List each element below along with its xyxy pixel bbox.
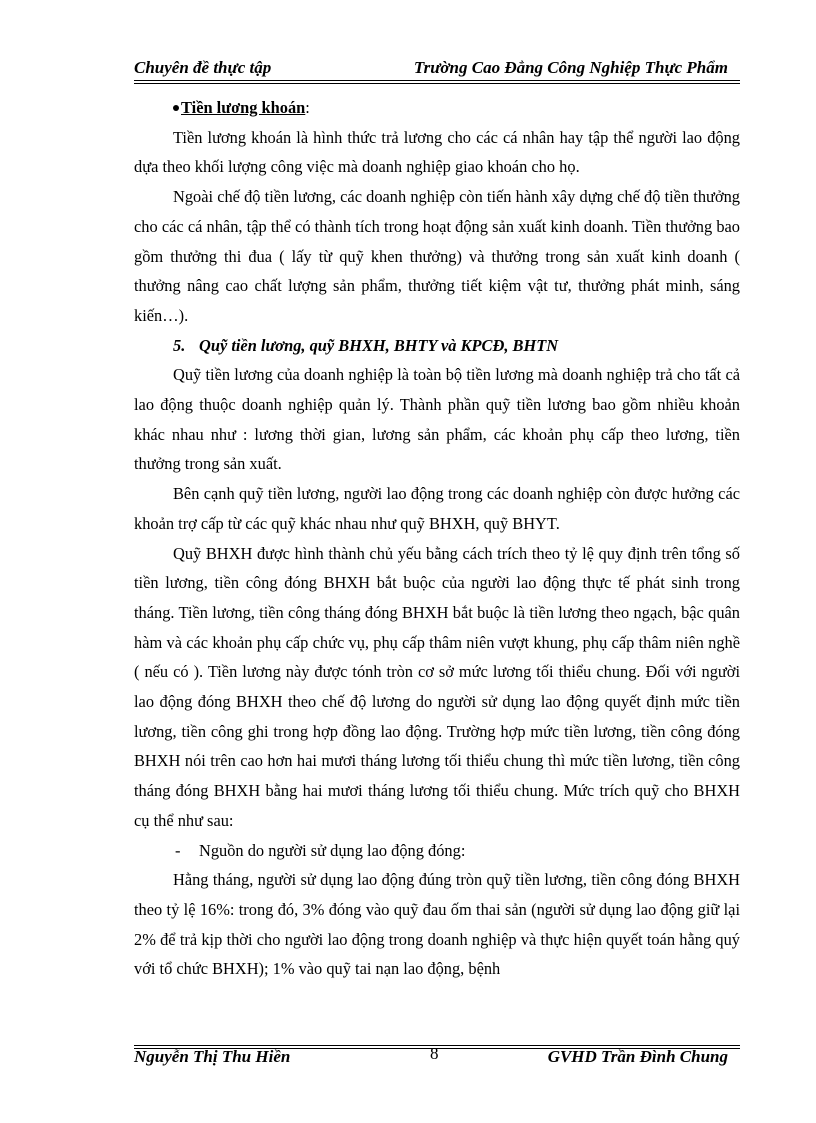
- paragraph-1: Tiền lương khoán là hình thức trả lương cho các cá nhân hay tập thể người lao động dựa theo khối lượng công việc mà doanh nghiệp giao khoán cho họ.: [134, 127, 740, 177]
- paragraph-6: Hằng tháng, người sử dụng lao động đúng tròn quỹ tiền lương, tiền công đóng BHXH theo tỷ lệ 16%: trong đó, 3% đóng vào quỹ đau ốm thai sản (người sử dụng lao động giữ lại 2% để trả kịp thời cho người lao động trong doanh nghiệp và thực hiện quyết toán hằng quý với tổ chức BHXH); 1% vào quỹ tai nạn lao động, bệnh: [134, 870, 740, 979]
- section-number: 5.: [173, 335, 186, 355]
- paragraph-3: Quỹ tiền lương của doanh nghiệp là toàn bộ tiền lương mà doanh nghiệp trả cho tất cả lao động thuộc doanh nghiệp quản lý. Thành phần quỹ tiền lương bao gồm nhiều khoản khác nhau như : lương thời gian, lương sản phẩm, các khoản phụ cấp theo lương, tiền thưởng trong sản xuất.: [134, 365, 740, 474]
- header-rule-thin: [134, 83, 740, 84]
- header-rule: [134, 80, 740, 81]
- bullet-heading-text: Tiền lương khoán: [181, 98, 306, 117]
- footer-author: Nguyễn Thị Thu Hiền: [134, 1047, 291, 1066]
- section-heading: [134, 331, 740, 361]
- page-body: [134, 93, 740, 984]
- dash-list-item-text: Nguồn do người sử dụng lao động đóng:: [199, 840, 466, 860]
- header-school-name: Trường Cao Đẳng Công Nghiệp Thực Phẩm: [413, 58, 728, 77]
- paragraph-2: Ngoài chế độ tiền lương, các doanh nghiệp còn tiến hành xây dựng chế độ tiền thưởng cho các cá nhân, tập thể có thành tích trong hoạt động sản xuất kinh doanh. Tiền thưởng bao gồm thưởng thi đua ( lấy từ quỹ khen thưởng) và thưởng trong sản xuất kinh doanh ( thưởng nâng cao chất lượng sản phẩm, thưởng tiết kiệm vật tư, thưởng phát minh, sáng kiến…).: [134, 187, 740, 325]
- header-report-title: Chuyên đề thực tập: [134, 58, 272, 77]
- dash-list-item: [134, 836, 740, 866]
- bullet-icon: [173, 105, 179, 111]
- dash-marker: -: [175, 840, 181, 860]
- page-footer: [134, 1044, 740, 1068]
- page-header: [134, 56, 740, 82]
- section-title: Quỹ tiền lương, quỹ BHXH, BHTY và KPCĐ, BHTN: [199, 335, 559, 355]
- bullet-heading: [134, 93, 740, 123]
- page-number: 8: [430, 1044, 439, 1063]
- paragraph-5: Quỹ BHXH được hình thành chủ yếu bằng cách trích theo tỷ lệ quy định trên tổng số tiền lương, tiền công đóng BHXH bắt buộc của người lao động thực tế phát sinh trong tháng. Tiền lương, tiền công tháng đóng BHXH bắt buộc là tiền lương theo ngạch, bậc quân hàm và các khoản phụ cấp chức vụ, phụ cấp thâm niên vượt khung, phụ cấp thâm niên nghề ( nếu có ). Tiền lương này được tónh tròn cơ sở mức lương tối thiểu chung. Đối với người lao động đóng BHXH theo chế độ lương do người sử dụng lao động quyết định mức tiền lương, tiền công ghi trong hợp đồng lao động. Trường hợp mức tiền lương, tiền công đóng BHXH nói trên cao hơn hai mươi tháng lương tối thiểu chung thì mức tiền lương, tiền công tháng đóng BHXH bằng hai mươi tháng lương tối thiểu chung. Mức trích quỹ cho BHXH cụ thể như sau:: [134, 543, 740, 830]
- paragraph-4: Bên cạnh quỹ tiền lương, người lao động trong các doanh nghiệp còn được hưởng các khoản trợ cấp từ các quỹ khác nhau như quỹ BHXH, quỹ BHYT.: [134, 484, 740, 533]
- footer-advisor: GVHD Trần Đình Chung: [547, 1047, 728, 1066]
- bullet-heading-colon: :: [305, 98, 310, 117]
